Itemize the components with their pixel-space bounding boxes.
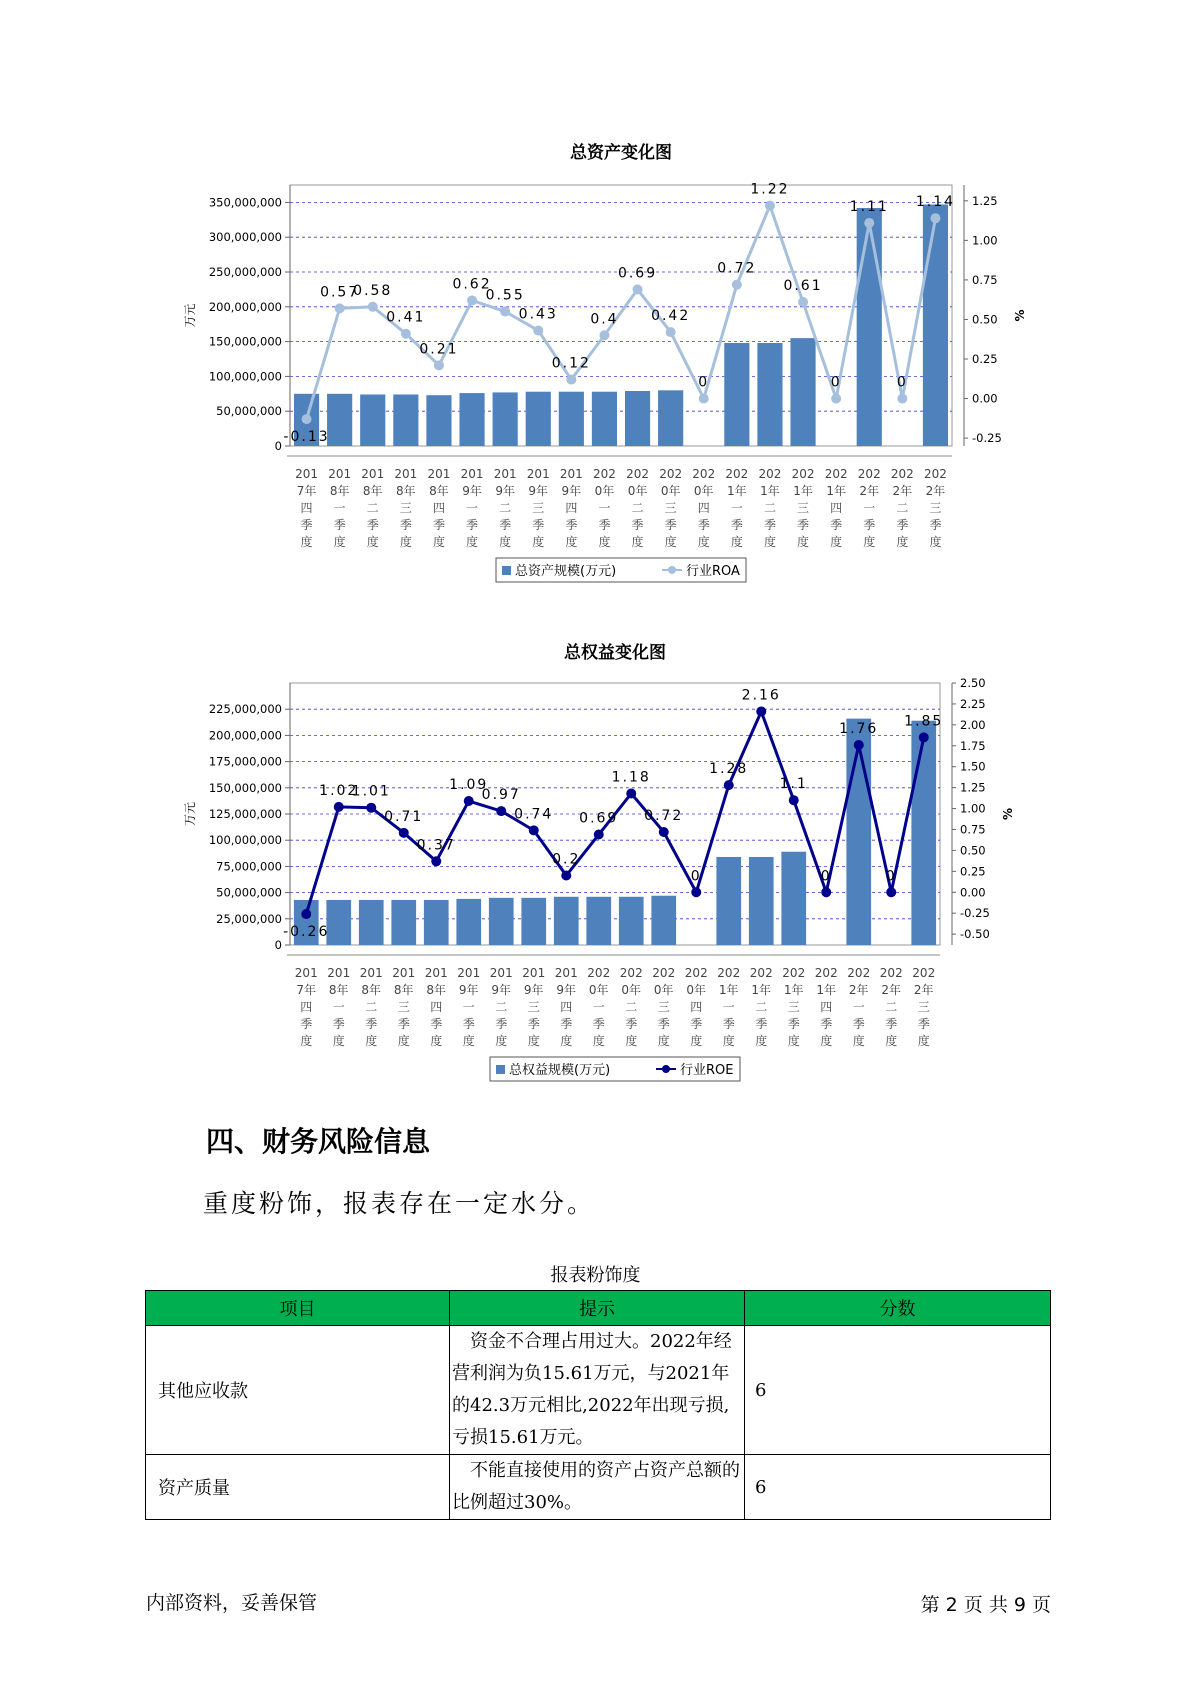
line-point: [434, 360, 444, 370]
data-label: 0.72: [717, 260, 757, 277]
header-hint: 提示: [450, 1291, 745, 1326]
total-assets-chart: [0, 130, 1191, 594]
row-item: 其他应收款: [146, 1326, 450, 1455]
data-label: 0: [820, 868, 832, 885]
bar: [391, 900, 416, 945]
bar: [326, 900, 351, 945]
bar: [393, 394, 418, 446]
x-tick-label: 201 9年三季度: [526, 467, 550, 549]
bar: [619, 897, 644, 945]
data-label: 0.4: [590, 311, 619, 328]
line-point: [724, 780, 734, 790]
y-tick-label: 150,000,000: [208, 780, 282, 795]
header-score: 分数: [745, 1291, 1051, 1326]
y2-tick-label: 1.25: [960, 780, 986, 795]
data-label: 0.69: [617, 265, 658, 282]
chart-title: 总资产变化图: [570, 143, 672, 163]
data-label: 0.62: [452, 276, 492, 293]
y-tick-label: 300,000,000: [208, 230, 282, 245]
bar: [625, 391, 650, 446]
table-caption: 报表粉饰度: [550, 1265, 641, 1286]
bar: [359, 900, 384, 945]
data-label: 0.69: [579, 810, 619, 827]
legend-bar-swatch: [502, 566, 511, 575]
y2-tick-label: 1.00: [972, 233, 998, 248]
x-tick-label: 202 2年一季度: [857, 467, 881, 549]
y-tick-label: 50,000,000: [216, 885, 282, 900]
data-label: 0.72: [644, 807, 684, 824]
y-tick-label: 0: [274, 938, 282, 952]
legend-line-marker: [668, 566, 676, 574]
footer-page-number: 第 2 页 共 9 页: [920, 1594, 1051, 1616]
data-label: 1.01: [351, 783, 391, 800]
data-label: 0: [698, 374, 710, 391]
data-label: -0.26: [283, 924, 330, 941]
x-tick-label: 201 8年二季度: [359, 966, 383, 1048]
total-equity-chart-svg: [0, 630, 1191, 1090]
line-point: [765, 201, 775, 211]
y2-tick-label: 2.50: [960, 676, 986, 690]
line-point: [334, 802, 344, 812]
bar: [424, 900, 449, 945]
data-label: 1.85: [904, 713, 944, 730]
x-tick-label: 201 9年二季度: [489, 966, 513, 1048]
bar: [846, 719, 871, 945]
data-label: 1.11: [849, 198, 889, 215]
legend-line-label: 行业ROA: [686, 564, 740, 579]
bar: [911, 721, 936, 945]
x-tick-label: 202 2年二季度: [890, 467, 914, 549]
y-axis-title: 万元: [183, 303, 197, 328]
header-item: 项目: [146, 1291, 450, 1326]
line-point: [691, 887, 701, 897]
bar: [426, 395, 451, 446]
row-item: 资产质量: [146, 1455, 450, 1520]
bar: [781, 852, 806, 945]
line-point: [366, 803, 376, 813]
y2-tick-label: 0.50: [960, 843, 986, 858]
line-point: [368, 302, 378, 312]
x-tick-label: 202 0年一季度: [587, 966, 611, 1048]
bar: [554, 897, 579, 945]
y-tick-label: 225,000,000: [208, 702, 282, 717]
y-tick-label: 175,000,000: [208, 754, 282, 769]
x-tick-label: 201 8年三季度: [392, 966, 416, 1048]
line-point: [399, 828, 409, 838]
x-tick-label: 202 0年二季度: [619, 966, 643, 1048]
data-label: 0.21: [419, 341, 459, 358]
data-label: 0.41: [386, 309, 426, 326]
data-label: 0.43: [518, 306, 558, 323]
y-tick-label: 150,000,000: [208, 334, 282, 349]
row-score: 6: [745, 1326, 1051, 1455]
y-tick-label: 100,000,000: [208, 369, 282, 384]
total-assets-chart-svg: [0, 130, 1191, 590]
bar: [790, 338, 815, 446]
line-point: [431, 856, 441, 866]
bar: [521, 898, 546, 945]
data-label: 0.61: [783, 278, 823, 295]
y2-axis-title: %: [1013, 309, 1027, 322]
table-row: [146, 1326, 1051, 1455]
x-tick-label: 202 0年四季度: [684, 966, 708, 1048]
line-point: [919, 732, 929, 742]
line-point: [500, 307, 510, 317]
data-label: 0.42: [651, 308, 691, 325]
data-label: 1.22: [750, 181, 790, 198]
line-point: [301, 909, 311, 919]
table-row: [146, 1455, 1051, 1520]
x-tick-label: 201 8年四季度: [424, 966, 448, 1048]
bar: [592, 392, 617, 446]
data-label: 1.18: [611, 769, 651, 786]
y-tick-label: 200,000,000: [208, 728, 282, 743]
bar: [327, 394, 352, 446]
bar: [923, 204, 948, 446]
data-label: 0.58: [353, 282, 393, 299]
x-tick-label: 202 0年四季度: [692, 467, 716, 549]
bar: [749, 857, 774, 945]
y-axis-title: 万元: [183, 801, 197, 827]
x-tick-label: 202 2年三季度: [912, 966, 936, 1048]
line-point: [467, 295, 477, 305]
y2-tick-label: 0.25: [972, 352, 998, 366]
y-tick-label: 50,000,000: [216, 404, 282, 419]
bar: [586, 897, 611, 945]
legend-bar-label: 总权益规模(万元): [509, 1063, 611, 1078]
line-point: [335, 303, 345, 313]
y2-tick-label: 0.25: [960, 864, 986, 879]
row-score: 6: [745, 1455, 1051, 1520]
y-tick-label: 0: [274, 439, 282, 453]
y2-tick-label: 1.25: [972, 193, 998, 208]
x-tick-label: 201 8年二季度: [361, 467, 385, 549]
bar: [360, 394, 385, 446]
bar: [456, 899, 481, 945]
line-point: [626, 788, 636, 798]
x-tick-label: 202 0年一季度: [592, 467, 616, 549]
legend-bar-swatch: [496, 1065, 505, 1074]
y2-tick-label: -0.50: [960, 927, 990, 942]
y2-tick-label: 2.00: [960, 717, 986, 732]
y2-axis-title: %: [1001, 807, 1015, 821]
line-point: [854, 740, 864, 750]
x-tick-label: 202 1年四季度: [814, 966, 838, 1048]
line-point: [798, 297, 808, 307]
x-tick-label: 201 9年四季度: [559, 467, 583, 549]
data-label: 0.57: [320, 284, 360, 301]
data-label: 0.71: [384, 808, 424, 825]
x-tick-label: 202 1年二季度: [758, 467, 782, 549]
x-tick-label: 201 8年一季度: [327, 966, 351, 1048]
line-point: [659, 827, 669, 837]
risk-table: [145, 1290, 1051, 1520]
y-tick-label: 75,000,000: [216, 859, 282, 874]
chart-title: 总权益变化图: [564, 643, 666, 663]
x-tick-label: 202 0年二季度: [626, 467, 650, 549]
x-tick-label: 202 1年三季度: [791, 467, 815, 549]
legend-line-label: 行业ROE: [680, 1063, 734, 1078]
y2-tick-label: 0.75: [960, 822, 986, 837]
data-label: 1.1: [779, 776, 808, 793]
data-label: 1.02: [319, 782, 359, 799]
line-point: [561, 871, 571, 881]
bar: [724, 343, 749, 446]
data-label: 0.97: [481, 787, 521, 804]
x-tick-label: 201 9年三季度: [522, 966, 546, 1048]
bar: [857, 208, 882, 446]
line-point: [789, 795, 799, 805]
line-point: [401, 329, 411, 339]
data-label: 0.2: [552, 851, 581, 868]
bar: [757, 343, 782, 446]
footer-confidential: 内部资料，妥善保管: [146, 1592, 318, 1614]
data-label: 0.12: [551, 355, 591, 372]
y-tick-label: 25,000,000: [216, 911, 282, 926]
line-point: [496, 806, 506, 816]
y-tick-label: 350,000,000: [208, 195, 282, 210]
x-tick-label: 201 8年一季度: [328, 467, 352, 549]
data-label: 0.55: [485, 287, 525, 304]
row-hint: 不能直接使用的资产占资产总额的比例超过30%。: [450, 1455, 745, 1520]
data-label: -0.13: [283, 429, 330, 446]
line-point: [821, 887, 831, 897]
line-point: [666, 327, 676, 337]
data-label: 1.28: [709, 761, 749, 778]
legend-bar-label: 总资产规模(万元): [515, 564, 617, 579]
x-tick-label: 202 1年一季度: [717, 966, 741, 1048]
line-point: [599, 330, 609, 340]
data-label: 0: [830, 374, 842, 391]
x-tick-label: 202 1年三季度: [782, 966, 806, 1048]
y2-tick-label: -0.25: [972, 431, 1002, 446]
line-point: [897, 394, 907, 404]
y2-tick-label: 2.25: [960, 696, 986, 711]
x-tick-label: 202 2年三季度: [923, 467, 947, 549]
legend-line-marker: [662, 1065, 670, 1073]
data-label: 2.16: [741, 687, 781, 704]
line-point: [831, 394, 841, 404]
total-equity-chart: [0, 630, 1191, 1094]
x-tick-label: 202 1年四季度: [824, 467, 848, 549]
line-point: [699, 394, 709, 404]
line-point: [633, 284, 643, 294]
x-tick-label: 201 9年四季度: [554, 966, 578, 1048]
x-tick-label: 201 8年三季度: [394, 467, 418, 549]
x-tick-label: 201 8年四季度: [427, 467, 451, 549]
bar: [489, 898, 514, 945]
line-point: [732, 280, 742, 290]
y2-tick-label: -0.25: [960, 906, 990, 921]
bar: [716, 857, 741, 945]
line-point: [594, 830, 604, 840]
data-label: 1.09: [449, 777, 489, 794]
line-point: [756, 706, 766, 716]
y2-tick-label: 0.50: [972, 312, 998, 327]
bar: [651, 896, 676, 945]
line-point: [464, 796, 474, 806]
section-title: 四、财务风险信息: [206, 1125, 431, 1158]
y-tick-label: 200,000,000: [208, 299, 282, 314]
line-point: [886, 887, 896, 897]
data-label: 1.76: [839, 720, 879, 737]
x-tick-label: 201 7年四季度: [295, 467, 319, 549]
y2-tick-label: 1.50: [960, 759, 986, 774]
y-tick-label: 125,000,000: [208, 807, 282, 821]
x-tick-label: 201 9年一季度: [460, 467, 484, 549]
row-hint: 资金不合理占用过大。2022年经营利润为负15.61万元，与2021年的42.3万元相比,2022年出现亏损,亏损15.61万元。: [450, 1326, 745, 1455]
bar: [658, 390, 683, 446]
x-tick-label: 202 0年三季度: [652, 966, 676, 1048]
line-point: [566, 375, 576, 385]
x-tick-label: 202 0年三季度: [659, 467, 683, 549]
bar: [459, 393, 484, 446]
x-tick-label: 201 9年一季度: [457, 966, 481, 1048]
bar: [526, 392, 551, 446]
section-text: 重度粉饰，报表存在一定水分。: [203, 1189, 596, 1218]
y2-tick-label: 1.00: [960, 801, 986, 816]
data-label: 0.37: [416, 837, 456, 854]
y-tick-label: 250,000,000: [208, 265, 282, 279]
x-tick-label: 201 7年四季度: [294, 966, 318, 1048]
x-tick-label: 202 1年二季度: [749, 966, 773, 1048]
line-point: [533, 326, 543, 336]
bar: [559, 392, 584, 446]
x-tick-label: 202 1年一季度: [725, 467, 749, 549]
line-point: [930, 213, 940, 223]
line-point: [529, 825, 539, 835]
y2-tick-label: 1.75: [960, 738, 986, 753]
bar: [493, 392, 518, 446]
data-label: 0: [885, 868, 897, 885]
x-tick-label: 202 2年一季度: [847, 966, 871, 1048]
x-tick-label: 202 2年二季度: [879, 966, 903, 1048]
y2-tick-label: 0.75: [972, 272, 998, 287]
data-label: 1.14: [915, 194, 956, 211]
y-tick-label: 100,000,000: [208, 833, 282, 848]
data-label: 0.74: [514, 806, 554, 823]
data-label: 0: [690, 868, 702, 885]
table-header-row: [146, 1291, 1051, 1326]
x-tick-label: 201 9年二季度: [493, 467, 517, 549]
line-point: [864, 218, 874, 228]
y2-tick-label: 0.00: [972, 391, 998, 406]
y2-tick-label: 0.00: [960, 885, 986, 900]
line-point: [302, 414, 312, 424]
data-label: 0: [896, 374, 908, 391]
